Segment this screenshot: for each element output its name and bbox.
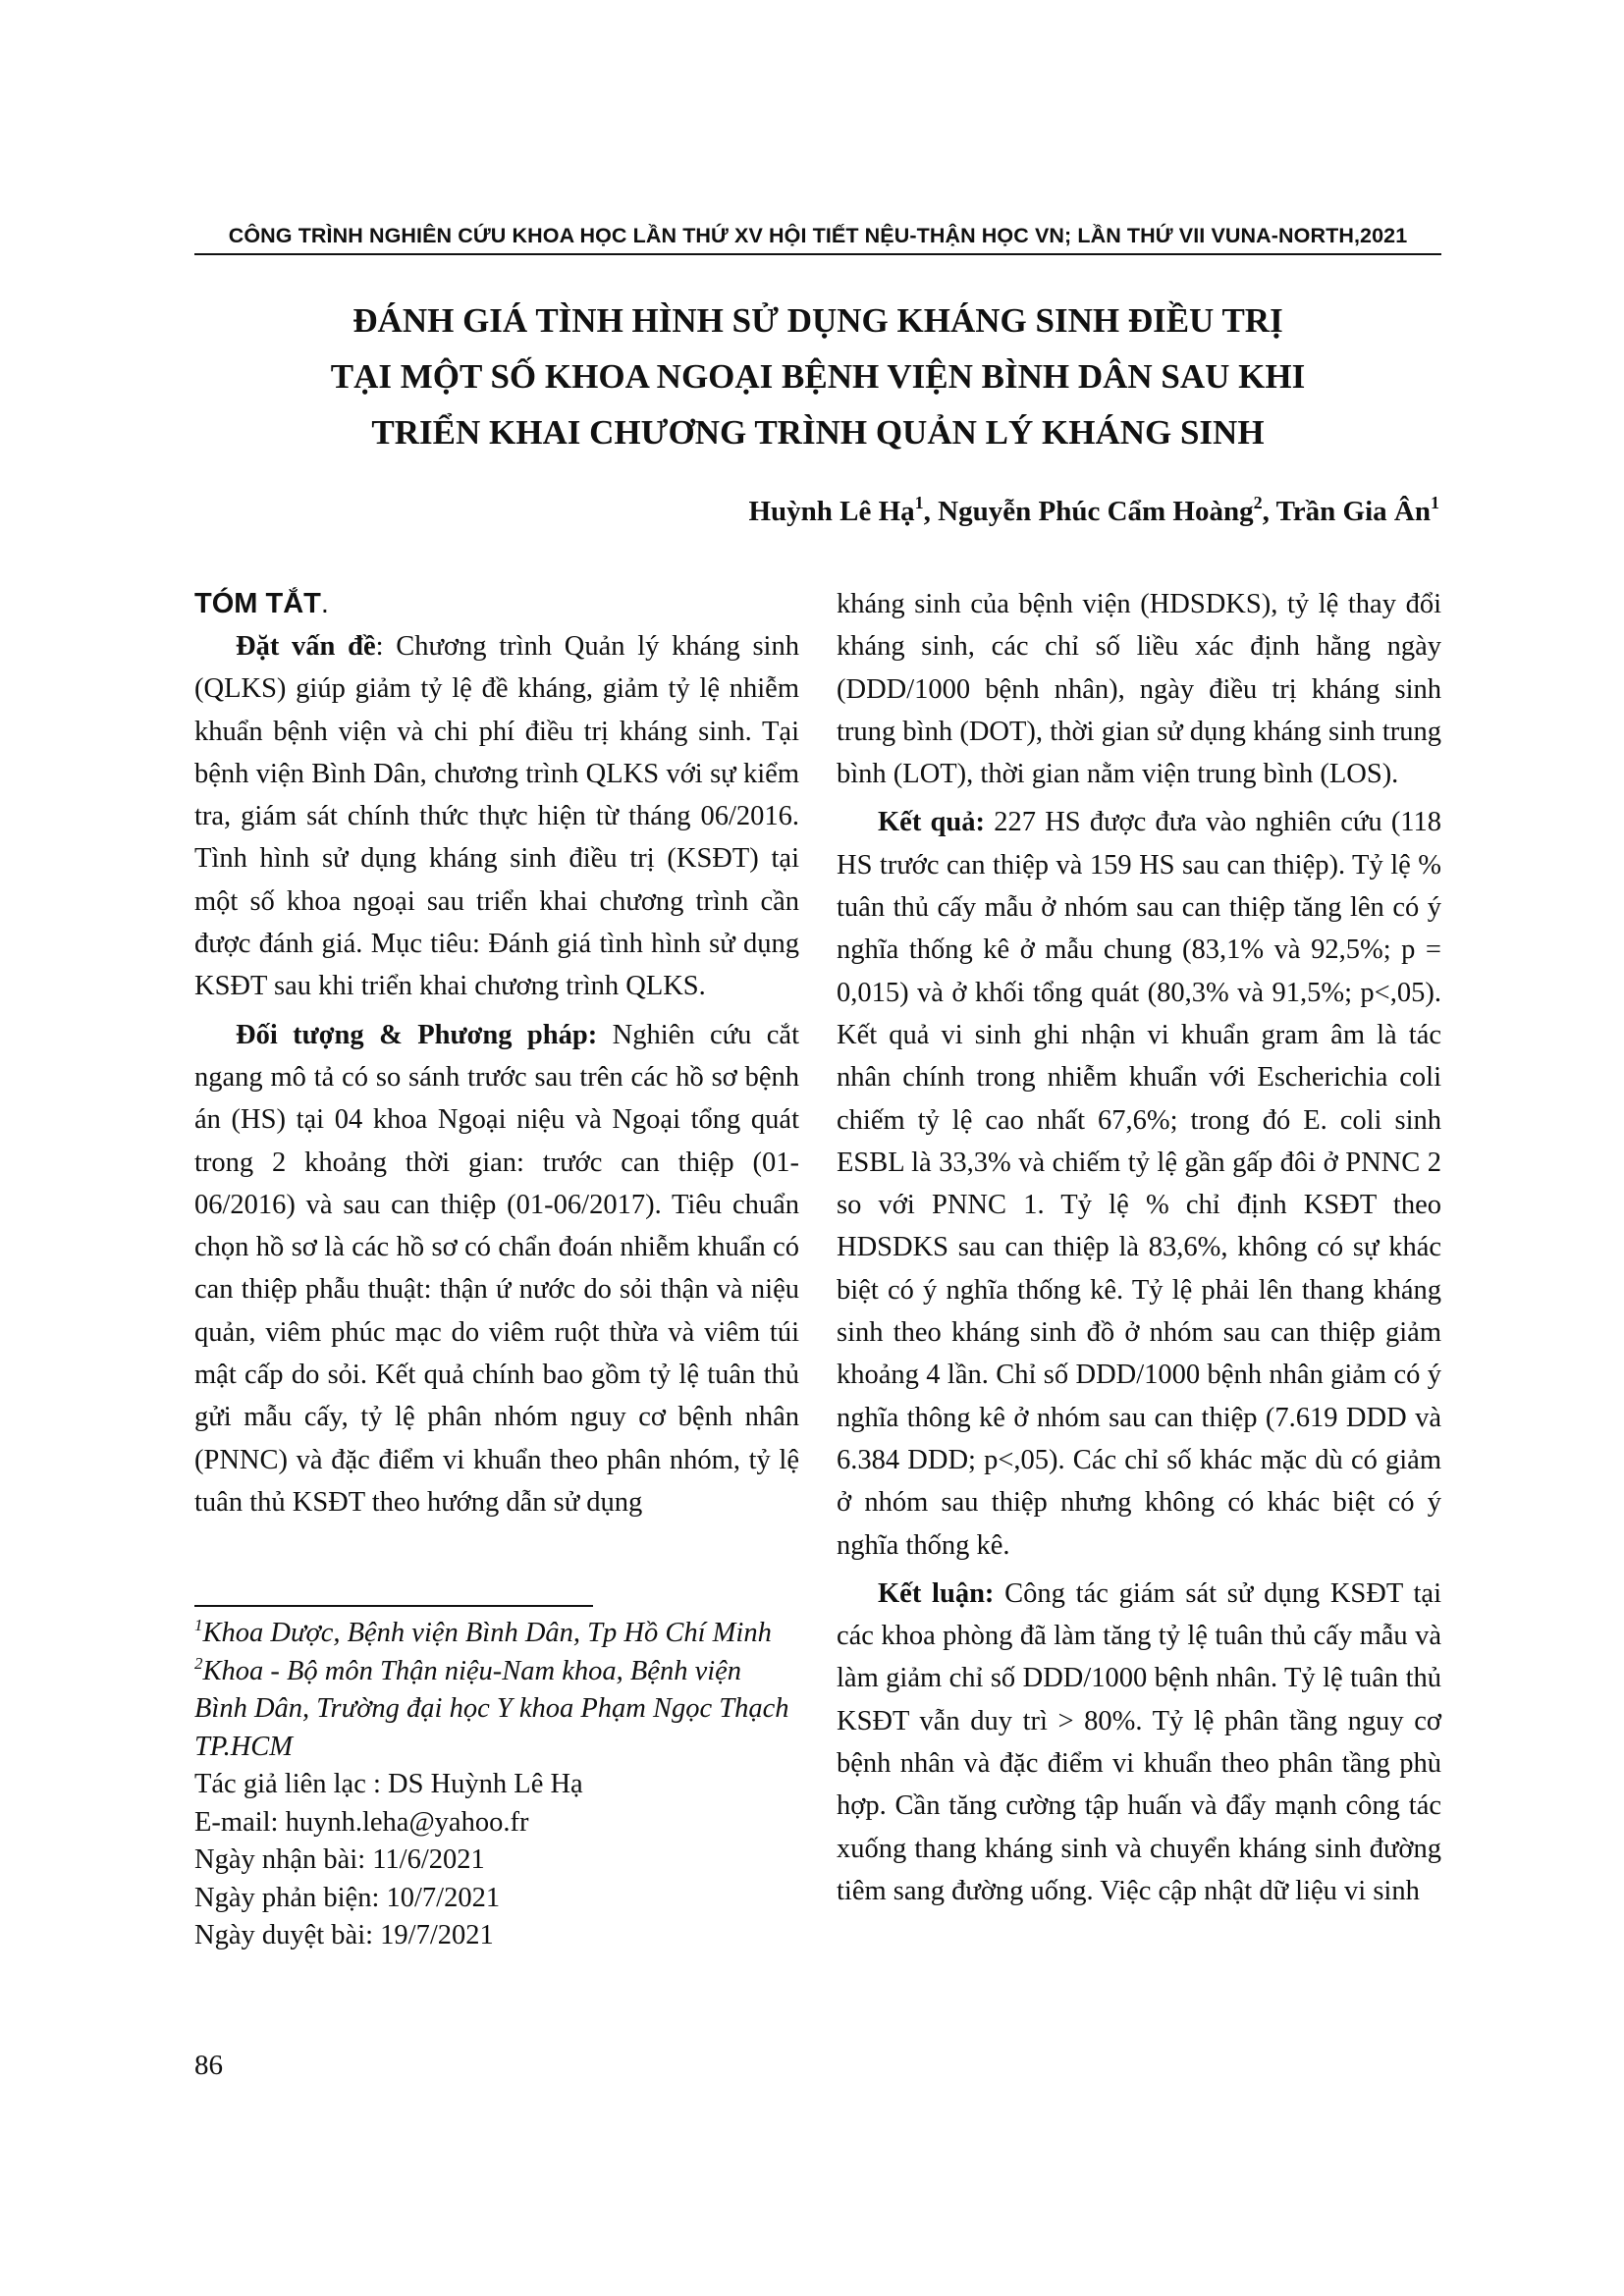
abstract-background-paragraph [194,625,799,1008]
methods-lead: Đối tượng & Phương pháp: [236,1019,598,1050]
title-line-3: TRIỂN KHAI CHƯƠNG TRÌNH QUẢN LÝ KHÁNG SINH [371,413,1265,452]
author-name: Huỳnh Lê Hạ [748,496,915,527]
conclusion-lead: Kết luận: [878,1577,995,1609]
left-column [194,583,799,1523]
abstract-results-paragraph [837,801,1441,1566]
author-affiliation-mark: 2 [1253,493,1263,512]
author-separator: , [923,496,939,527]
background-lead: Đặt vấn đề [236,631,376,662]
footnotes [194,1615,799,1955]
right-column [837,583,1441,1912]
running-header: CÔNG TRÌNH NGHIÊN CỨU KHOA HỌC LẦN THỨ XV HỘI TIẾT NỆU-THẬN HỌC VN; LẦN THỨ VII VUNA-NORTH,2021 [228,224,1408,247]
author-affiliation-mark: 1 [1431,493,1439,512]
results-lead: Kết quả: [878,807,985,838]
author-name: Trần Gia Ân [1275,496,1431,527]
methods-text: Nghiên cứu cắt ngang mô tả có so sánh trước sau trên các hồ sơ bệnh án (HS) tại 04 khoa Ngoại niệu và Ngoại tổng quát trong 2 khoảng thời gian: trước can thiệp (01-06/2016) và sau can thiệp (01-06/2017). Tiêu chuẩn chọn hồ sơ là các hồ sơ có chẩn đoán nhiễm khuẩn có can thiệp phẫu thuật: thận ứ nước do sỏi thận và niệu quản, viêm phúc mạc do viêm ruột thừa và viêm túi mật cấp do sỏi. Kết quả chính bao gồm tỷ lệ tuân thủ gửi mẫu cấy, tỷ lệ phân nhóm nguy cơ bệnh nhân (PNNC) và đặc điểm vi khuẩn theo phân nhóm, tỷ lệ tuân thủ KSĐT theo hướng dẫn sử dụng [194,1019,799,1518]
footnote-affiliation-2: $^2$Khoa - Bộ môn Thận niệu-Nam khoa, Bệnh viện Bình Dân, Trường đại học Y khoa Phạm Ngọc Thạch TP.HCM [194,1653,789,1762]
date-accepted: Ngày duyệt bài: 19/7/2021 [194,1920,494,1950]
abstract-methods-paragraph [194,1014,799,1524]
article-title [194,293,1441,460]
header-rule [194,253,1441,255]
title-line-2: TẠI MỘT SỐ KHOA NGOẠI BỆNH VIỆN BÌNH DÂN SAU KHI [330,357,1306,396]
page-number: 86 [194,2050,223,2081]
footnote-affiliation-1: $^1$Khoa Dược, Bệnh viện Bình Dân, Tp Hồ Chí Minh [194,1616,772,1648]
abstract-conclusion-paragraph [837,1573,1441,1912]
date-received: Ngày nhận bài: 11/6/2021 [194,1844,485,1875]
footnote-rule [194,1605,593,1607]
results-text: 227 HS được đưa vào nghiên cứu (118 HS trước can thiệp và 159 HS sau can thiệp). Tỷ lệ % tuân thủ cấy mẫu ở nhóm sau can thiệp tăng lên có ý nghĩa thống kê ở mẫu chung (83,1% và 92,5%; p = 0,015) và ở khối tổng quát (80,3% và 91,5%; p<,05). Kết quả vi sinh ghi nhận vi khuẩn gram âm là tác nhân chính trong nhiễm khuẩn với Escherichia coli chiếm tỷ lệ cao nhất 67,6%; trong đó E. coli sinh ESBL là 33,3% và chiếm tỷ lệ gần gấp đôi ở PNNC 2 so với PNNC 1. Tỷ lệ % chỉ định KSĐT theo HDSDKS sau can thiệp là 83,6%, không có sự khác biệt có ý nghĩa thống kê. Tỷ lệ phải lên thang kháng sinh theo kháng sinh đồ ở nhóm sau can thiệp giảm khoảng 4 lần. Chỉ số DDD/1000 bệnh nhân giảm có ý nghĩa thông kê ở nhóm sau can thiệp (7.619 DDD và 6.384 DDD; p<,05). Các chỉ số khác mặc dù có giảm ở nhóm sau thiệp nhưng không có khác biệt có ý nghĩa thống kê. [837,807,1441,1561]
date-reviewed: Ngày phản biện: 10/7/2021 [194,1882,501,1913]
conclusion-text: Công tác giám sát sử dụng KSĐT tại các khoa phòng đã làm tăng tỷ lệ tuân thủ cấy mẫu và làm giảm chỉ số DDD/1000 bệnh nhân. Tỷ lệ tuân thủ KSĐT vẫn duy trì > 80%. Tỷ lệ phân tầng nguy cơ bệnh nhân và đặc điểm vi khuẩn theo phân tầng phù hợp. Cần tăng cường tập huấn và đẩy mạnh công tác xuống thang kháng sinh và chuyển kháng sinh đường tiêm sang đường uống. Việc cập nhật dữ liệu vi sinh [837,1577,1441,1906]
author-name: Nguyễn Phúc Cẩm Hoàng [938,496,1254,527]
abstract-methods-continued: kháng sinh của bệnh viện (HDSDKS), tỷ lệ thay đổi kháng sinh, các chỉ số liều xác định hằng ngày (DDD/1000 bệnh nhân), ngày điều trị kháng sinh trung bình (DOT), thời gian sử dụng kháng sinh trung bình (LOT), thời gian nằm viện trung bình (LOS). [837,589,1441,790]
background-text: : Chương trình Quản lý kháng sinh (QLKS) giúp giảm tỷ lệ đề kháng, giảm tỷ lệ nhiễm khuẩn bệnh viện và chi phí điều trị kháng sinh. Tại bệnh viện Bình Dân, chương trình QLKS với sự kiểm tra, giám sát chính thức thực hiện từ tháng 06/2016. Tình hình sử dụng kháng sinh điều trị (KSĐT) tại một số khoa ngoại sau triển khai chương trình cần được đánh giá. Mục tiêu: Đánh giá tình hình sử dụng KSĐT sau khi triển khai chương trình QLKS. [194,631,799,1002]
author-affiliation-mark: 1 [914,493,924,512]
author-list [748,493,1439,528]
abstract-heading: TÓM TẮT. [194,588,329,619]
author-email: E-mail: huynh.leha@yahoo.fr [194,1806,529,1838]
corresponding-author: Tác giả liên lạc : DS Huỳnh Lê Hạ [194,1769,583,1799]
title-line-1: ĐÁNH GIÁ TÌNH HÌNH SỬ DỤNG KHÁNG SINH ĐIỀU TRỊ [352,301,1283,340]
author-separator: , [1262,496,1276,527]
